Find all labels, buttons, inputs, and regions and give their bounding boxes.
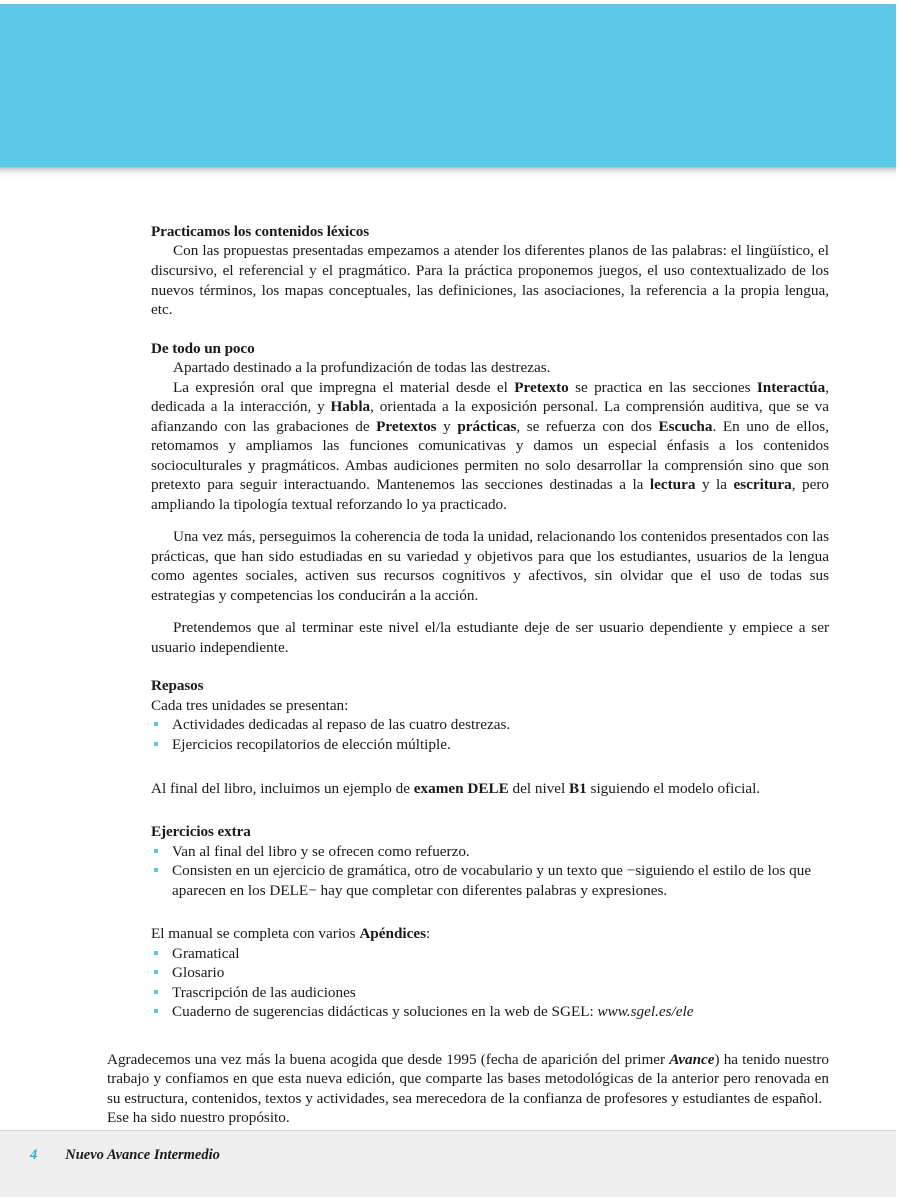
text-run: Al final del libro, incluimos un ejemplo de xyxy=(151,779,414,797)
text-run: siguiendo el modelo oficial. xyxy=(586,779,761,797)
sgel-web-url[interactable]: www.sgel.es/ele xyxy=(597,1003,694,1021)
header-accent-band xyxy=(0,4,896,167)
text-run: se practica en las secciones xyxy=(568,378,757,396)
list-ejercicios-extra xyxy=(151,842,829,901)
text-run: , se refuerza con dos xyxy=(516,417,659,435)
section-ejercicios-extra xyxy=(107,822,829,900)
footer-book-title: Nuevo Avance Intermedio xyxy=(65,1147,220,1163)
text-run: : xyxy=(426,925,431,943)
header-band-shadow xyxy=(0,167,896,179)
list-item-label: Actividades dedicadas al repaso de las cuatro destrezas. xyxy=(172,716,511,734)
text-run: del nivel xyxy=(508,779,570,797)
list-item-label: Cuaderno de sugerencias didácticas y soluciones en la web de SGEL: xyxy=(172,1003,598,1021)
paragraph-expresion-oral xyxy=(151,378,829,515)
text-run: El manual se completa con varios xyxy=(151,925,360,943)
term-lectura: lectura xyxy=(649,476,696,494)
term-pretextos: Pretextos xyxy=(376,417,437,435)
bullet-square-icon xyxy=(154,722,158,726)
spacer xyxy=(107,657,829,676)
paragraph-contenidos-lexicos: Con las propuestas presentadas empezamos a atender los diferentes planos de las palabras: el lingüístico, el discursivo, el referencial y el pragmático. Para la práctica proponemos juegos, el uso contextualizado de los nuevos términos, los mapas conceptuales, las definiciones, las asociaciones, la referencia a la propia lengua, etc. xyxy=(151,242,829,319)
list-item xyxy=(151,944,829,964)
heading-de-todo-un-poco: De todo un poco xyxy=(151,339,255,357)
spacer xyxy=(151,605,829,618)
list-item xyxy=(151,963,829,983)
text-run: . En uno de ellos, retomamos y ampliamos las funciones comunicativas y damos un especial énfasis a los contenidos socioculturales y pragmáticos. Ambas audiciones permiten no solo desarrollar la comprensión sino que son pretexto para seguir interactuando. Mantenemos las secciones destinadas a la xyxy=(151,417,829,494)
footer-content xyxy=(30,1147,220,1164)
text-run: , pero ampliando la tipología textual reforzando lo ya practicado. xyxy=(151,476,829,513)
list-item xyxy=(151,861,829,900)
heading-repasos: Repasos xyxy=(151,677,204,695)
bullet-square-icon xyxy=(154,1009,158,1013)
list-item-label: Consisten en un ejercicio de gramática, otro de vocabulario y un texto que −siguiendo el estilo de los que aparecen en los DELE− hay que completar con diferentes palabras y expresiones. xyxy=(172,862,812,899)
term-pretexto: Pretexto xyxy=(514,378,569,396)
heading-ejercicios-extra: Ejercicios extra xyxy=(151,823,251,841)
bullet-square-icon xyxy=(154,849,158,853)
paragraph-apartado-destinado: Apartado destinado a la profundización de todas las destrezas. xyxy=(173,359,551,377)
paragraph-agradecemos xyxy=(107,1050,829,1109)
footer-page-number: 4 xyxy=(30,1147,38,1163)
section-repasos xyxy=(107,676,829,798)
list-item xyxy=(151,983,829,1003)
bullet-square-icon xyxy=(154,990,158,994)
heading-contenidos-lexicos: Practicamos los contenidos léxicos xyxy=(151,223,370,240)
paragraph-proposito: Ese ha sido nuestro propósito. xyxy=(107,1109,290,1127)
term-apendices: Apéndices xyxy=(359,925,427,943)
text-run: y xyxy=(436,417,458,435)
paragraph-repasos-intro: Cada tres unidades se presentan: xyxy=(151,696,349,714)
paragraph-una-vez-mas: Una vez más, perseguimos la coherencia de toda la unidad, relacionando los contenidos presentados con las prácticas, que han sido estudiadas en su variedad y objetivos para que los estudiantes, usuarios de la lengua como agentes sociales, activen sus recursos cognitivos y afectivos, sin olvidar que el uso de todas sus estrategias y competencias los conducirán a la acción. xyxy=(151,528,829,604)
term-interactua: Interactúa xyxy=(756,378,826,396)
list-item-label: Glosario xyxy=(172,964,225,982)
spacer xyxy=(107,798,829,822)
spacer xyxy=(107,320,829,339)
spacer xyxy=(107,900,829,924)
spacer xyxy=(151,755,829,779)
text-run: La expresión oral que impregna el material desde el xyxy=(173,378,515,396)
bullet-square-icon xyxy=(154,868,158,872)
bullet-square-icon xyxy=(154,951,158,955)
list-apendices xyxy=(151,944,829,1022)
term-examen-dele: examen DELE xyxy=(413,779,509,797)
page-footer xyxy=(0,1130,896,1197)
text-run: Agradecemos una vez más la buena acogida que desde 1995 (fecha de aparición del primer xyxy=(107,1050,670,1068)
spacer xyxy=(107,1022,829,1050)
list-item-label: Ejercicios recopilatorios de elección múltiple. xyxy=(172,735,451,753)
term-nivel-b1: B1 xyxy=(569,779,587,797)
text-run: y la xyxy=(695,476,734,494)
list-repasos xyxy=(151,715,829,754)
list-item xyxy=(151,715,829,735)
list-item xyxy=(151,842,829,862)
bullet-square-icon xyxy=(154,970,158,974)
list-item xyxy=(151,735,829,755)
list-item-label: Van al final del libro y se ofrecen como refuerzo. xyxy=(172,842,470,860)
text-run: , dedicada a la interacción, y xyxy=(151,378,829,416)
term-escritura: escritura xyxy=(733,476,792,494)
text-run: ) ha tenido nuestro trabajo y confiamos en que esta nueva edición, que comparte las bases metodológicas de la anterior pero renovada en su estructura, contenidos, textos y actividades, sea merecedora de la confianza de profesores y estudiantes de español. xyxy=(107,1050,829,1107)
section-de-todo-un-poco xyxy=(107,339,829,658)
paragraph-pretendemos: Pretendemos que al terminar este nivel el/la estudiante deje de ser usuario dependiente y empiece a ser usuario independiente. xyxy=(151,619,829,656)
list-item-label: Trascripción de las audiciones xyxy=(172,983,356,1001)
term-habla: Habla xyxy=(330,398,371,416)
paragraph-examen-dele xyxy=(151,779,829,799)
section-contenidos-lexicos xyxy=(107,222,829,320)
term-escucha: Escucha xyxy=(658,417,713,435)
list-item-label: Gramatical xyxy=(172,944,240,962)
term-practicas: prácticas xyxy=(457,417,517,435)
bullet-square-icon xyxy=(154,742,158,746)
list-item-web-link xyxy=(151,1002,829,1022)
term-avance: Avance xyxy=(669,1050,715,1068)
section-apendices xyxy=(107,924,829,1022)
spacer xyxy=(151,514,829,527)
text-run: , orientada a la exposición personal. La comprensión auditiva, que se va afianzando con las grabaciones de xyxy=(151,398,829,435)
page-content xyxy=(107,222,829,1165)
paragraph-apendices-intro xyxy=(151,924,829,944)
